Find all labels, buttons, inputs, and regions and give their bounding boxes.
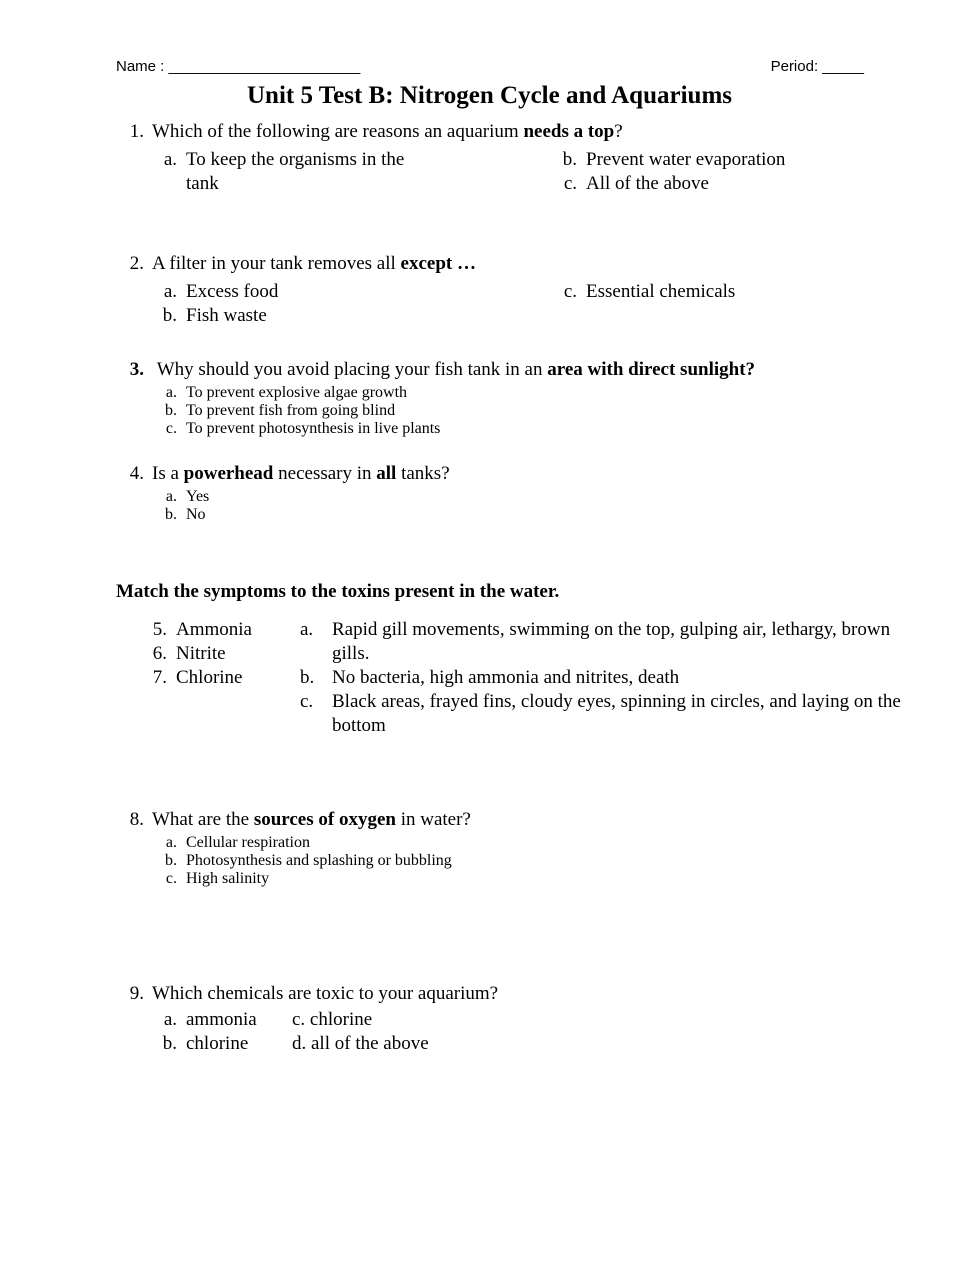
question-2-option-a[interactable] xyxy=(152,280,552,304)
question-2-option-c-text: Essential chemicals xyxy=(586,281,736,302)
question-1-option-b-letter: b. xyxy=(562,149,577,170)
question-4-number: 4. xyxy=(129,463,144,484)
question-8-option-b-letter: b. xyxy=(165,852,177,869)
question-4-option-b-letter: b. xyxy=(165,506,177,523)
question-4 xyxy=(0,462,979,524)
question-2-option-c[interactable] xyxy=(552,280,979,304)
period-field-label: Period: _____ xyxy=(770,58,864,75)
question-8-text-post: in water? xyxy=(395,809,471,830)
matching-terms-column xyxy=(140,618,300,738)
question-1-option-b[interactable] xyxy=(552,148,979,172)
matching-term-5[interactable] xyxy=(140,618,300,642)
matching-description-c-letter: c. xyxy=(300,691,314,712)
question-4-option-a-text: Yes xyxy=(186,488,210,505)
question-4-text-post: tanks? xyxy=(396,463,450,484)
name-field-label: Name : _______________________ xyxy=(116,58,361,75)
matching-term-5-text: Ammonia xyxy=(176,619,252,640)
question-8-text xyxy=(152,808,979,832)
matching-description-c[interactable] xyxy=(300,690,909,738)
question-9-text: Which chemicals are toxic to your aquarium? xyxy=(152,983,499,1004)
question-3-option-c[interactable] xyxy=(152,420,979,438)
matching-instructions: Match the symptoms to the toxins present in the water. xyxy=(116,581,560,602)
question-1 xyxy=(0,120,979,196)
question-3-option-b-text: To prevent fish from going blind xyxy=(186,402,396,419)
question-8-option-a-letter: a. xyxy=(165,834,177,851)
question-2-text-pre: A filter in your tank removes all xyxy=(152,253,401,274)
question-4-option-a-letter: a. xyxy=(165,488,177,505)
question-3-number: 3. xyxy=(129,359,144,380)
document-body xyxy=(0,120,979,1056)
question-3-option-b[interactable] xyxy=(152,402,979,420)
matching-description-b-letter: b. xyxy=(300,667,315,688)
question-8-text-pre: What are the xyxy=(152,809,254,830)
question-2-text xyxy=(152,252,979,276)
matching-descriptions-column xyxy=(300,618,979,738)
matching-description-c-text: Black areas, frayed fins, cloudy eyes, spinning in circles, and laying on the bottom xyxy=(332,691,901,736)
question-1-option-a-text: To keep the organisms in the tank xyxy=(186,149,405,194)
matching-term-7-number: 7. xyxy=(152,667,167,688)
matching-term-6[interactable] xyxy=(140,642,300,666)
question-9-option-b-text: chlorine xyxy=(186,1033,249,1054)
question-4-text-mid: necessary in xyxy=(273,463,377,484)
question-9-number: 9. xyxy=(129,983,144,1004)
question-3-option-b-letter: b. xyxy=(165,402,177,419)
question-1-option-c-letter: c. xyxy=(563,173,577,194)
question-1-option-c[interactable] xyxy=(552,172,979,196)
question-2-option-c-letter: c. xyxy=(563,281,577,302)
question-9-option-a-letter: a. xyxy=(163,1009,177,1030)
question-2-option-b-letter: b. xyxy=(162,305,177,326)
question-4-text-bold2: all xyxy=(376,463,397,484)
question-8-option-a[interactable] xyxy=(152,834,979,852)
matching-description-b-text: No bacteria, high ammonia and nitrites, death xyxy=(332,667,680,688)
question-1-option-a-letter: a. xyxy=(163,149,177,170)
question-4-text xyxy=(152,462,979,486)
question-2-option-a-text: Excess food xyxy=(186,281,279,302)
question-8 xyxy=(0,808,979,888)
document-header xyxy=(116,58,864,75)
question-8-option-c[interactable] xyxy=(152,870,979,888)
question-2-text-bold: except … xyxy=(400,253,476,274)
question-8-option-c-text: High salinity xyxy=(186,870,270,887)
matching-term-6-text: Nitrite xyxy=(176,643,226,664)
question-1-text-post: ? xyxy=(614,121,623,142)
matching-term-6-number: 6. xyxy=(152,643,167,664)
page-title: Unit 5 Test B: Nitrogen Cycle and Aquariums xyxy=(246,82,732,109)
matching-description-b[interactable] xyxy=(300,666,909,690)
question-2-option-b-text: Fish waste xyxy=(186,305,267,326)
question-8-number: 8. xyxy=(129,809,144,830)
question-9-option-b-letter: b. xyxy=(162,1033,177,1054)
question-9-option-b[interactable] xyxy=(152,1032,292,1056)
question-9-option-a[interactable] xyxy=(152,1008,292,1032)
question-1-number: 1. xyxy=(129,121,144,142)
question-3-option-a-text: To prevent explosive algae growth xyxy=(186,384,408,401)
question-9 xyxy=(0,982,979,1056)
question-1-option-b-text: Prevent water evaporation xyxy=(586,149,786,170)
question-9-option-c[interactable]: c. chlorine xyxy=(292,1009,373,1030)
question-3-text-pre: Why should you avoid placing your fish tank in an xyxy=(156,359,548,380)
question-2 xyxy=(0,252,979,328)
question-8-option-b[interactable] xyxy=(152,852,979,870)
question-3-option-c-letter: c. xyxy=(165,420,177,437)
question-1-option-a[interactable] xyxy=(152,148,552,196)
question-4-option-b[interactable] xyxy=(152,506,979,524)
matching-description-a-letter: a. xyxy=(300,619,314,640)
matching-block xyxy=(0,618,979,738)
matching-term-7-text: Chlorine xyxy=(176,667,243,688)
question-2-option-b[interactable] xyxy=(152,304,552,328)
question-3 xyxy=(0,358,979,438)
question-8-option-c-letter: c. xyxy=(165,870,177,887)
question-3-option-c-text: To prevent photosynthesis in live plants xyxy=(186,420,441,437)
question-8-option-b-text: Photosynthesis and splashing or bubbling xyxy=(186,852,452,869)
question-9-option-a-text: ammonia xyxy=(186,1009,257,1030)
question-3-option-a[interactable] xyxy=(152,384,979,402)
matching-term-7[interactable] xyxy=(140,666,300,690)
question-8-option-a-text: Cellular respiration xyxy=(186,834,310,851)
question-1-option-c-text: All of the above xyxy=(586,173,709,194)
matching-description-a[interactable] xyxy=(300,618,909,666)
question-4-option-a[interactable] xyxy=(152,488,979,506)
question-9-option-d[interactable]: d. all of the above xyxy=(292,1033,429,1054)
question-8-text-bold: sources of oxygen xyxy=(253,809,396,830)
question-3-text-bold: area with direct sunlight? xyxy=(547,359,756,380)
question-4-text-pre: Is a xyxy=(152,463,184,484)
question-1-text-pre: Which of the following are reasons an aquarium xyxy=(152,121,524,142)
question-2-number: 2. xyxy=(129,253,144,274)
question-1-text xyxy=(152,120,979,144)
matching-description-a-text: Rapid gill movements, swimming on the top, gulping air, lethargy, brown gills. xyxy=(332,619,891,664)
question-3-option-a-letter: a. xyxy=(165,384,177,401)
question-3-text xyxy=(152,358,979,382)
question-4-text-bold: powerhead xyxy=(183,463,274,484)
question-2-option-a-letter: a. xyxy=(163,281,177,302)
question-4-option-b-text: No xyxy=(186,506,206,523)
matching-term-5-number: 5. xyxy=(152,619,167,640)
question-1-text-bold: needs a top xyxy=(523,121,615,142)
